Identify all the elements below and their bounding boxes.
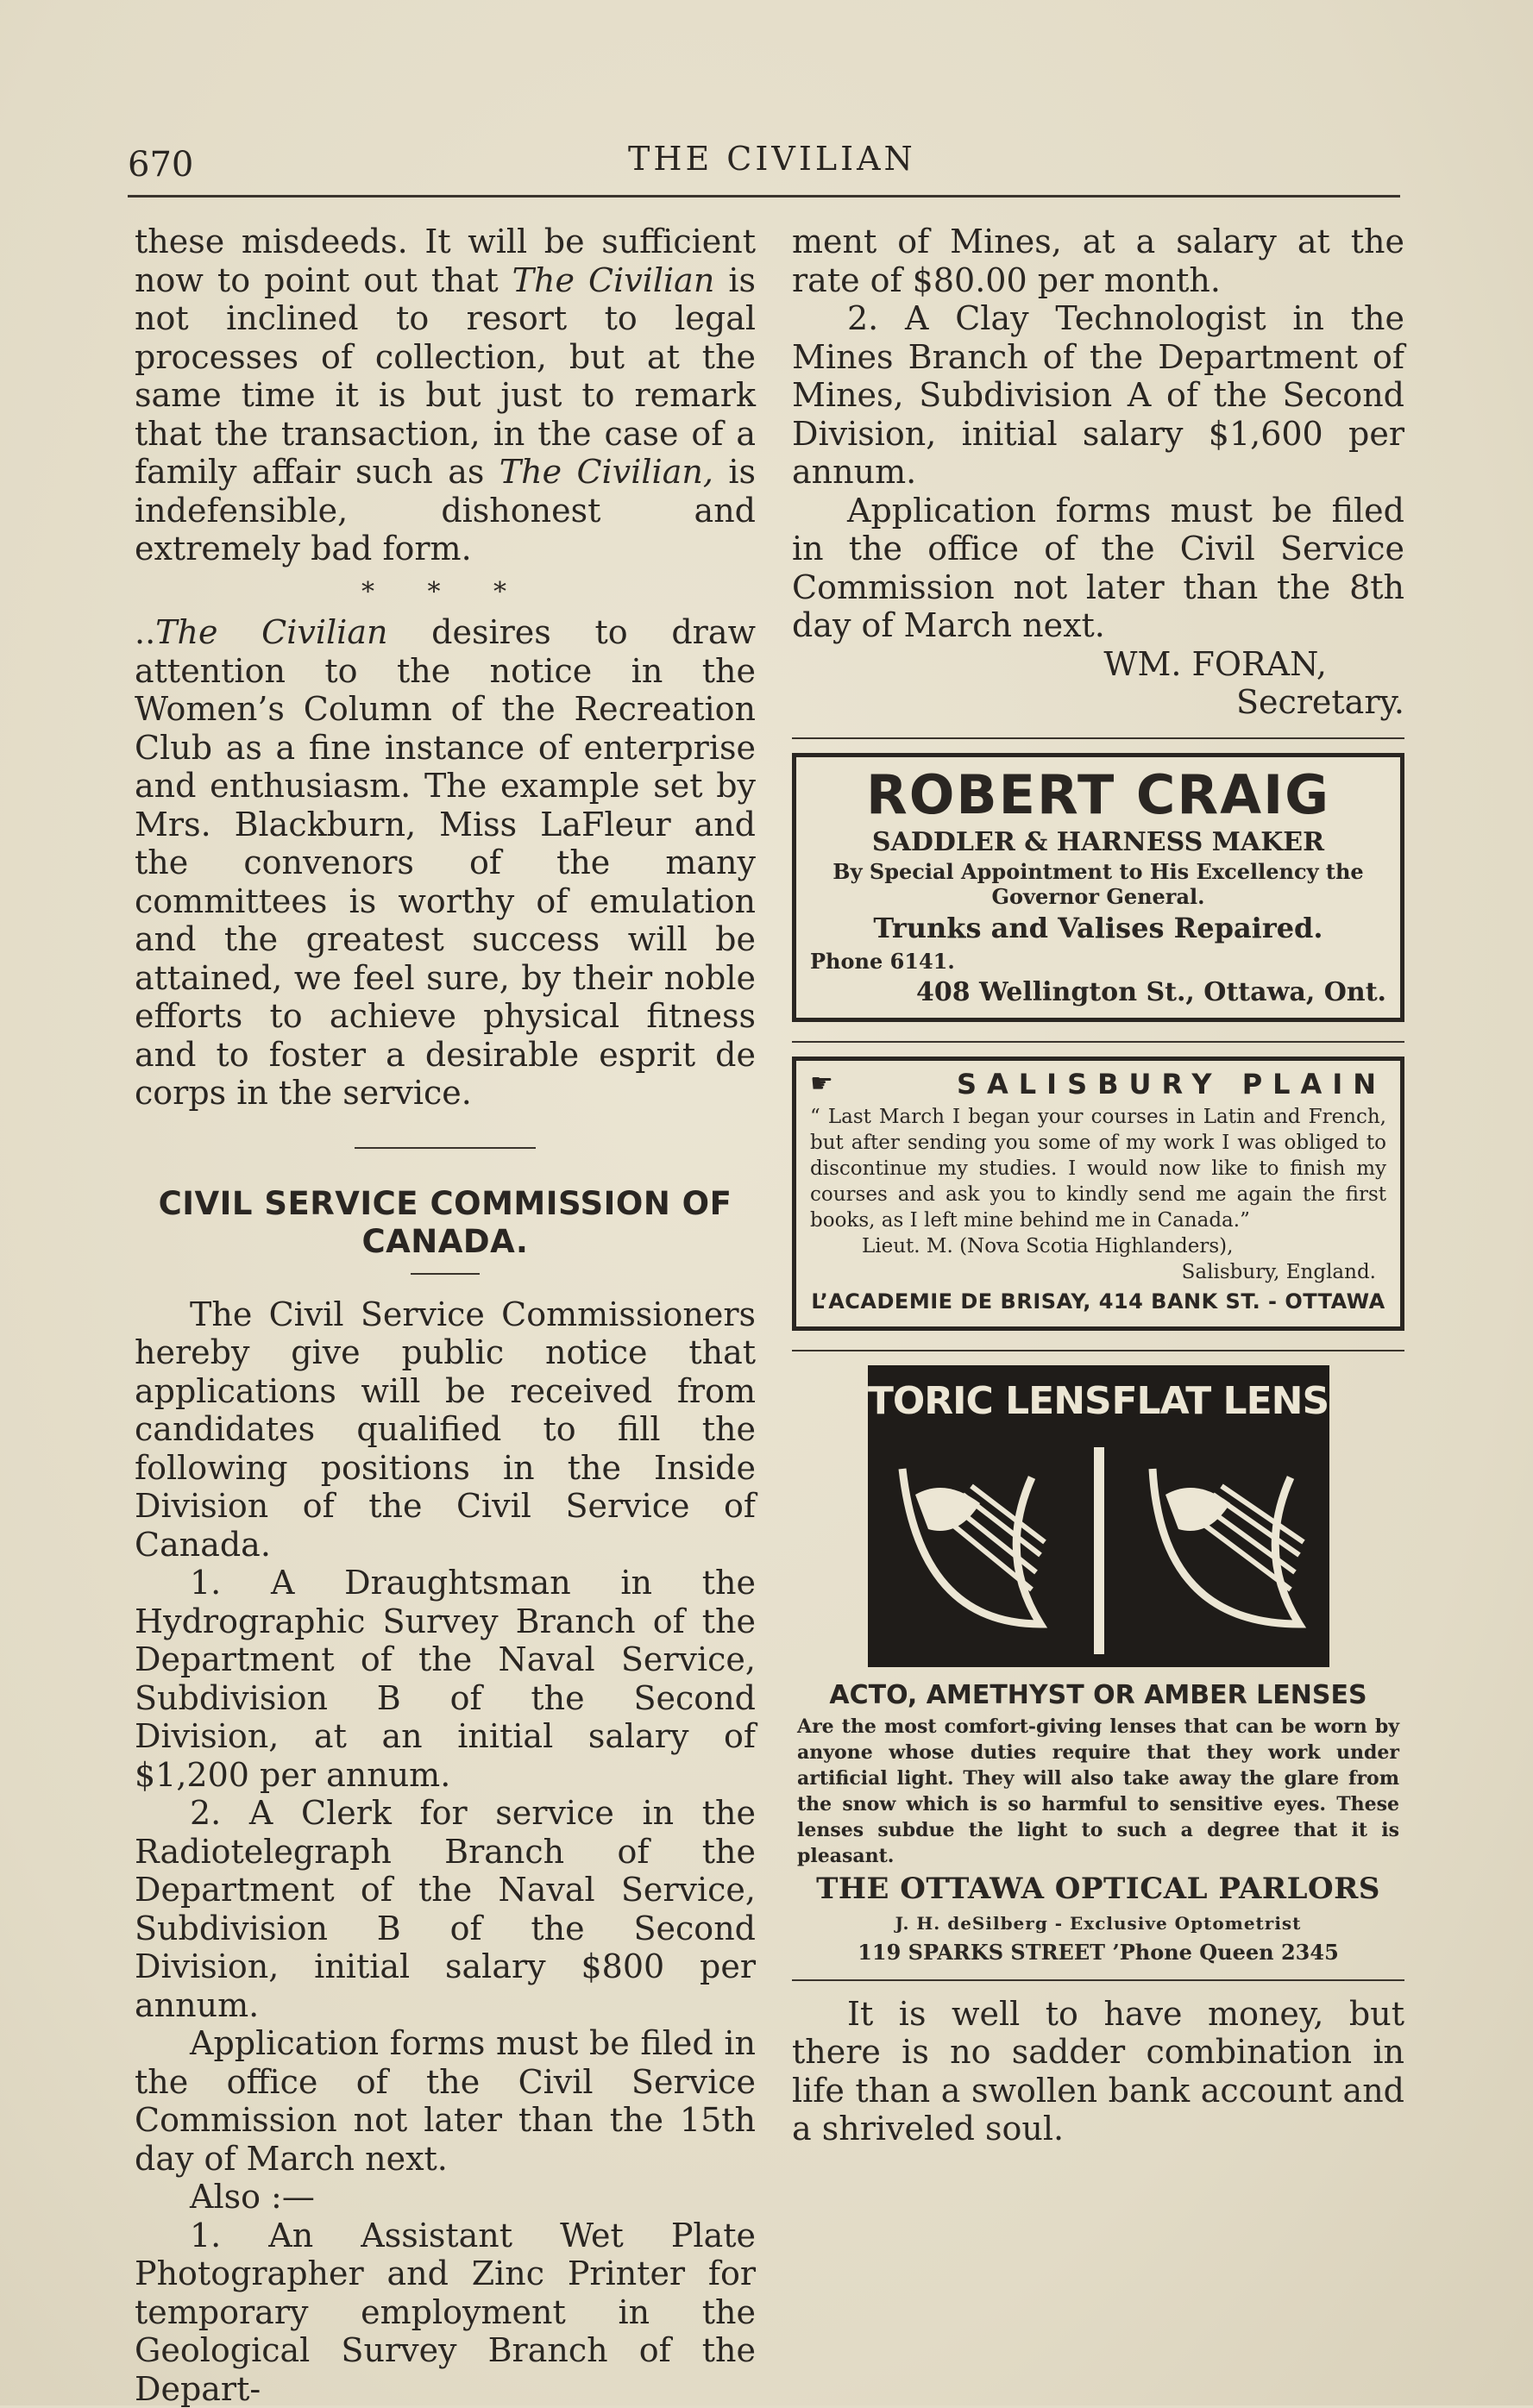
section-stars: * * *	[135, 574, 756, 612]
robert-craig-ad	[792, 753, 1404, 1022]
pointing-hand-icon: ☛	[810, 1064, 833, 1104]
closing-paragraph: It is well to have money, but there is no sadder combination in life than a swollen bank account and a shriveled soul.	[792, 1995, 1404, 2148]
recreation-club-paragraph: ..The Civilian desires to draw attention to the notice in the Women’s Column of the Recreation Club as a fine instance of enterprise and enthusiasm. The example set by Mrs. Blackburn, Miss LaFleur and the convenors of the many committees is worthy of emulation and the greatest success will be attained, we feel sure, by their noble efforts to achieve physical fitness and to foster a desirable esprit de corps in the service.	[135, 613, 756, 1113]
publication-title: THE CIVILIAN	[628, 140, 916, 178]
testimonial-place: Salisbury, England.	[810, 1259, 1386, 1285]
flat-lens-label: FLAT LENS	[1111, 1383, 1329, 1421]
position-item-3: 1. An Assistant Wet Plate Photographer and Zinc Printer for temporary employment in the Geological Survey Branch of the Depart-	[135, 2217, 756, 2408]
ad-business-name: ROBERT CRAIG	[810, 764, 1386, 826]
signature-title: Secretary.	[792, 683, 1404, 722]
testimonial-quote: “ Last March I began your courses in Latin and French, but after sending you some of my work I was obliged to discontinue my studies. I would now like to finish my courses and ask you to kindly send me again the first books, as I left mine behind me in Canada.”	[810, 1104, 1386, 1233]
ad-address: L’ACADEMIE DE BRISAY, 414 BANK ST. - OTTAWA	[810, 1285, 1386, 1318]
lens-description: Are the most comfort-giving lenses that can be worn by anyone whose duties require that they work under artificial light. They will also take away the glare from the snow which is so harmful to sensitive eyes. These lenses subdue the light to such a degree that it is pleasant.	[792, 1714, 1404, 1869]
position-item-4: 2. A Clay Technologist in the Mines Branch of the Department of Mines, Subdivision A of the Second Division, initial salary $1,600 per annum.	[792, 299, 1404, 492]
eye-shape	[915, 1488, 980, 1531]
ad-rule	[792, 1979, 1404, 1981]
ad-title-row	[810, 1064, 1386, 1104]
ottawa-optical-ad	[792, 1365, 1404, 1967]
ad-service: Trunks and Valises Repaired.	[810, 909, 1386, 947]
notice-paragraph: The Civil Service Commissioners hereby give public notice that applications will be received from candidates qualified to fill the following positions in the Inside Division of the Civil Service of Canada.	[135, 1295, 756, 1565]
ad-rule	[792, 737, 1404, 739]
commission-heading: CIVIL SERVICE COMMISSION OF CANADA.	[135, 1185, 756, 1261]
ad-appointment: By Special Appointment to His Excellency the Governor General.	[810, 859, 1386, 909]
testimonial-signer: Lieut. M. (Nova Scotia Highlanders),	[810, 1233, 1386, 1259]
firm-address: 119 SPARKS STREET ’Phone Queen 2345	[792, 1938, 1404, 1967]
ad-phone: Phone 6141.	[810, 947, 1386, 976]
page-number: 670	[128, 145, 193, 185]
ad-address: 408 Wellington St., Ottawa, Ont.	[810, 976, 1386, 1009]
ad-rule	[792, 1041, 1404, 1043]
eye-shape	[1165, 1488, 1230, 1531]
salisbury-plain-ad	[792, 1057, 1404, 1331]
continuation-paragraph: ment of Mines, at a salary at the rate of $80.00 per month.	[792, 223, 1404, 299]
right-column	[792, 223, 1404, 2148]
optometrist-line: J. H. deSilberg - Exclusive Optometrist	[792, 1909, 1404, 1938]
also-label: Also :—	[135, 2178, 756, 2217]
application-paragraph: Application forms must be filed in the office of the Civil Service Commission not later than the 15th day of March next.	[135, 2024, 756, 2178]
lens-divider	[1094, 1447, 1104, 1654]
ad-rule	[792, 1350, 1404, 1351]
header-rule	[128, 195, 1400, 198]
firm-name: THE OTTAWA OPTICAL PARLORS	[792, 1869, 1404, 1909]
ad-title: SALISBURY PLAIN	[957, 1064, 1386, 1104]
application-paragraph-2: Application forms must be filed in the office of the Civil Service Commission not later than the 8th day of March next.	[792, 492, 1404, 645]
signature-name: WM. FORAN,	[792, 645, 1327, 684]
toric-lens-label: TORIC LENS	[868, 1383, 1111, 1421]
lens-illustration	[868, 1365, 1329, 1667]
lens-labels	[868, 1383, 1329, 1421]
left-column	[135, 223, 756, 2408]
position-item-1: 1. A Draughtsman in the Hydrographic Survey Branch of the Department of the Naval Service, Subdivision B of the Second Division, at an initial salary of $1,200 per annum.	[135, 1564, 756, 1794]
ad-trade: SADDLER & HARNESS MAKER	[810, 826, 1386, 859]
misdeeds-paragraph: these misdeeds. It will be sufficient now to point out that The Civilian is not inclined to resort to legal processes of collection, but at the same time it is but just to remark that the transaction, in the case of a family affair such as The Civilian, is indefensible, dishonest and extremely bad form.	[135, 223, 756, 568]
lens-caption: ACTO, AMETHYST OR AMBER LENSES	[792, 1677, 1404, 1714]
heading-divider	[411, 1273, 480, 1275]
position-item-2: 2. A Clerk for service in the Radiotelegraph Branch of the Department of the Naval Service, Subdivision B of the Second Division, initial salary $800 per annum.	[135, 1794, 756, 2024]
